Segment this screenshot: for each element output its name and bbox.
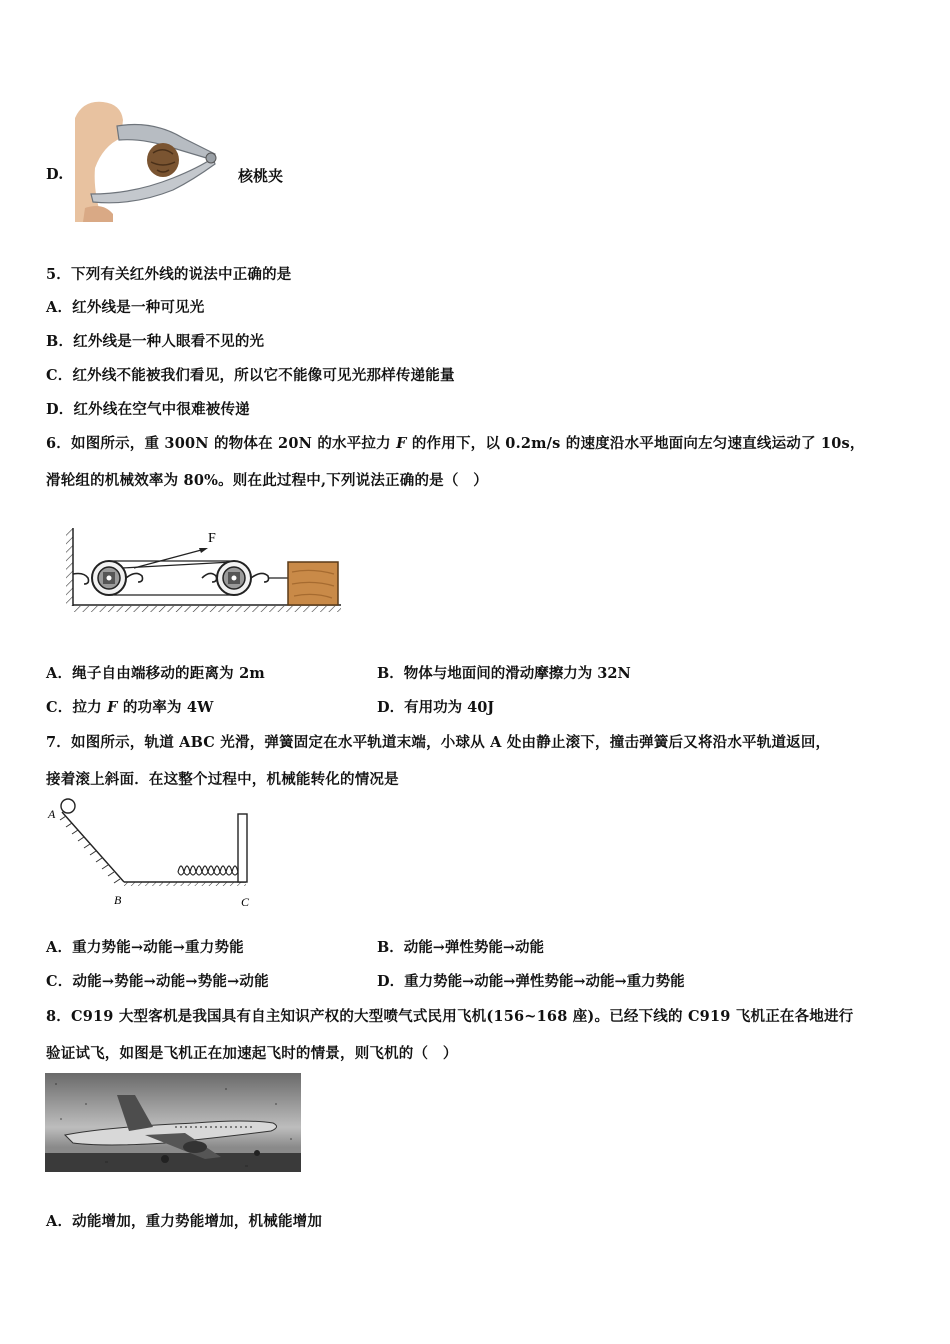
q6-option-c-text-b: 的功率为 4W xyxy=(117,699,214,716)
q6-stem-line1 xyxy=(46,432,865,453)
q5-option-b: B．红外线是一种人眼看不见的光 xyxy=(46,333,265,350)
q7-figure-label-a: A xyxy=(48,807,56,821)
q6-option-c xyxy=(46,696,214,717)
q5-option-d: D．红外线在空气中很难被传递 xyxy=(46,401,250,418)
track-spring-figure xyxy=(44,796,258,912)
q8-stem-line1: 8．C919 大型客机是我国具有自主知识产权的大型喷气式民用飞机(156~168 座)。已经下线的 C919 飞机正在各地进行 xyxy=(46,1008,854,1025)
q6-stem-text-a: 6．如图所示，重 300N 的物体在 20N 的水平拉力 xyxy=(46,435,397,452)
q7-option-b: B．动能→弹性势能→动能 xyxy=(377,939,545,956)
nutcracker-photo xyxy=(73,98,221,222)
q6-option-c-text-a: C．拉力 xyxy=(46,699,108,716)
q4-option-d-caption: 核桃夹 xyxy=(238,167,284,185)
q7-figure-label-c: C xyxy=(241,895,250,909)
q5-option-a: A．红外线是一种可见光 xyxy=(46,299,205,316)
q7-figure-label-b: B xyxy=(114,893,122,907)
aircraft-takeoff-photo xyxy=(45,1073,301,1172)
q7-option-c: C．动能→势能→动能→势能→动能 xyxy=(46,973,269,990)
q8-option-a: A．动能增加，重力势能增加，机械能增加 xyxy=(46,1213,323,1230)
q6-figure-label-f: F xyxy=(208,531,216,546)
q5-option-c: C．红外线不能被我们看见，所以它不能像可见光那样传递能量 xyxy=(46,367,455,384)
pulley-system-figure xyxy=(62,522,346,614)
q6-stem-var-f: F xyxy=(396,435,407,452)
q7-stem-line2: 接着滚上斜面．在这整个过程中，机械能转化的情况是 xyxy=(46,771,399,788)
q7-stem-line1: 7．如图所示，轨道 ABC 光滑，弹簧固定在水平轨道末端，小球从 A 处由静止滚下，撞击弹簧后又将沿水平轨道返回， xyxy=(46,734,831,751)
q7-option-d: D．重力势能→动能→弹性势能→动能→重力势能 xyxy=(377,973,685,990)
q5-stem: 5．下列有关红外线的说法中正确的是 xyxy=(46,266,292,283)
q6-option-c-var-f: F xyxy=(107,699,118,716)
q6-stem-text-b: 的作用下，以 0.2m/s 的速度沿水平地面向左匀速直线运动了 10s， xyxy=(406,435,865,452)
q7-option-a: A．重力势能→动能→重力势能 xyxy=(46,939,244,956)
q8-stem-line2: 验证试飞，如图是飞机正在加速起飞时的情景，则飞机的（ ） xyxy=(46,1045,458,1062)
q6-option-d: D．有用功为 40J xyxy=(377,699,495,716)
q6-stem-line2: 滑轮组的机械效率为 80%。则在此过程中,下列说法正确的是（ ） xyxy=(46,472,488,489)
q6-option-b: B．物体与地面间的滑动摩擦力为 32N xyxy=(377,665,631,682)
q6-option-a: A．绳子自由端移动的距离为 2m xyxy=(46,665,265,682)
q4-option-d-prefix: D. xyxy=(46,166,64,183)
